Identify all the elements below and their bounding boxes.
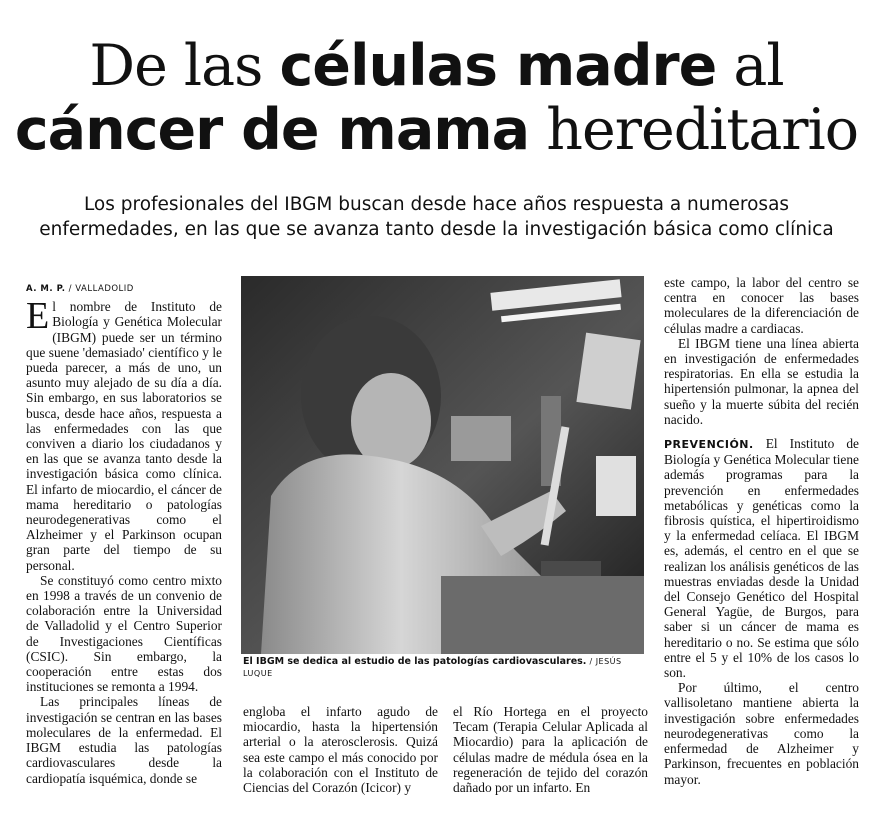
paragraph: engloba el infarto agudo de miocardio, hasta la hipertensión arterial o la aterosclerosis. Quizá sea este campo el más conocido por la colaboración con el Instituto de Ciencias del Corazón (Icicor) y	[243, 704, 438, 796]
byline-location: / VALLADOLID	[65, 284, 134, 294]
byline-author: A. M. P.	[26, 284, 66, 294]
headline-part: hereditario	[529, 97, 859, 163]
headline-part: De las	[89, 33, 280, 99]
photo-credit: / JESÚS LUQUE	[243, 657, 622, 678]
paragraph-text: El Instituto de Biología y Genética Molecular tiene además programas para la prevención en enfermedades metabólicas y genéticas como la fibrosis quística, el hipertiroidismo y la enfermedad celíaca. El IBGM es, además, el centro en el que se realizan los análisis genéticos de las muestras enviadas desde la Unidad del Consejo Genético del Hospital General Yagüe, de Burgos, para saber si un cáncer de mama es hereditario o no. Se estima que sólo entre el 5 y el 10% de los casos lo son.	[664, 436, 859, 681]
drop-cap: E	[26, 295, 50, 338]
headline	[0, 34, 873, 162]
byline	[26, 282, 222, 297]
subheadline-line: enfermedades, en las que se avanza tanto desde la investigación básica como clínica	[39, 219, 834, 240]
section-kicker: PREVENCIÓN.	[664, 438, 754, 452]
article-column-1	[26, 282, 222, 786]
paragraph: Se constituyó como centro mixto en 1998 a través de un convenio de colaboración entre la Universidad de Valladolid y el Centro Superior de Investigaciones Científicas (CSIC). Sin embargo, la cooperación entre estas dos instituciones se remonta a 1994.	[26, 572, 222, 695]
subheadline	[20, 192, 853, 242]
caption-text: El IBGM se dedica al estudio de las patologías cardiovasculares.	[243, 656, 587, 667]
headline-part: al	[716, 33, 784, 99]
paragraph-text: l nombre de Instituto de Biología y Genética Molecular (IBGM) puede ser un término que suene 'demasiado' científico y le pueda parecer, a más de uno, un asunto muy alejado de su día a día. Sin embargo, en sus laboratorios se busca, desde hace años, respuesta a las enfermedades con las que conviven a diario los ciudadanos y en las que se avanza tanto desde la investigación básica como clínica. El infarto de miocardio, el cáncer de mama hereditario o patologías neurodegenerativas como el Alzheimer y el Parkinson ocupan gran parte del tiempo de su personal.	[26, 299, 222, 573]
article-column-2	[243, 704, 438, 795]
article-column-3	[453, 704, 648, 795]
paragraph: El IBGM tiene una línea abierta en investigación de enfermedades respiratorias. En ella se estudia la hipertensión pulmonar, la apnea del sueño y la muerte súbita del recién nacido.	[664, 335, 859, 427]
paragraph: Por último, el centro vallisoletano mantiene abierta la investigación sobre enfermedades neurodegenerativas como la enfermedad de Alzheimer y Parkinson, frecuentes en población mayor.	[664, 680, 859, 787]
photo-lab-researcher	[241, 276, 644, 654]
paragraph	[26, 295, 222, 573]
article-photo	[241, 276, 644, 654]
paragraph: el Río Hortega en el proyecto Tecam (Terapia Celular Aplicada al Miocardio) para la aplicación de células madre de médula ósea en la regeneración de tejido del corazón dañado por un infarto. En	[453, 704, 648, 796]
paragraph: Las principales líneas de investigación se centran en las bases moleculares de la enfermedad. El IBGM estudia las patologías cardiovasculares desde la cardiopatía isquémica, donde se	[26, 694, 222, 786]
subheadline-line: Los profesionales del IBGM buscan desde hace años respuesta a numerosas	[83, 194, 790, 215]
headline-part: cáncer de mama	[14, 97, 530, 163]
article-column-4	[664, 275, 859, 787]
paragraph	[664, 436, 859, 680]
photo-caption	[243, 656, 648, 680]
headline-part: células madre	[279, 33, 717, 99]
paragraph: este campo, la labor del centro se centra en conocer las bases moleculares de la diferenciación de células madre a cardiacas.	[664, 275, 859, 336]
